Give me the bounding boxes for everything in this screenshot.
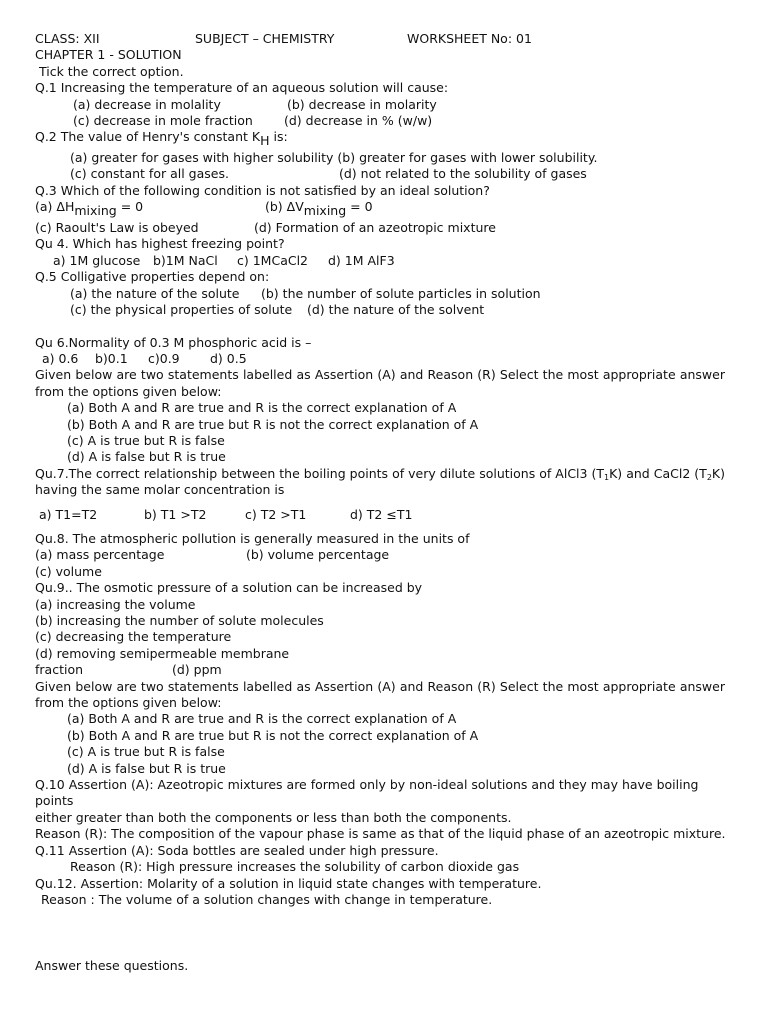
q8-option-b: (b) volume percentage	[246, 547, 390, 563]
chapter-title: CHAPTER 1 - SOLUTION	[35, 47, 182, 63]
fraction-text: fraction	[35, 662, 84, 678]
q2-options-ab: (a) greater for gases with higher solubility (b) greater for gases with lower solubility.	[70, 149, 598, 165]
q8-option-c: (c) volume	[35, 563, 102, 579]
q12-reason: Reason : The volume of a solution changes with change in temperature.	[41, 891, 493, 907]
assertion-reason-intro-2: Given below are two statements labelled as Assertion (A) and Reason (R) Select the most appropriate answer from the options given below:	[35, 678, 725, 711]
q1-stem: Q.1 Increasing the temperature of an aqueous solution will cause:	[35, 80, 449, 96]
q9-option-d: (d) removing semipermeable membrane	[35, 645, 290, 661]
q5-options-ab	[35, 286, 725, 302]
q7-stem: Qu.7.The correct relationship between the boiling points of very dilute solutions of AlCl3 $(T_1K)$ and CaCl2 $(T_2K)$ having the same molar concentration is	[35, 465, 725, 498]
q1-option-a: (a) decrease in molality	[73, 96, 221, 112]
q4-options	[35, 253, 725, 269]
q8-options-ab	[35, 547, 725, 563]
q5-option-d: (d) the nature of the solvent	[307, 302, 485, 318]
q3-options-ab	[35, 199, 725, 220]
q3-stem: Q.3 Which of the following condition is not satisfied by an ideal solution?	[35, 182, 490, 198]
q9-stray-line	[35, 662, 725, 678]
q2-stem: Q.2 The value of Henry's constant $K_H$ is:	[35, 129, 288, 149]
q4-option-d: d) 1M AlF3	[328, 252, 395, 268]
q6-option-a: a) 0.6	[42, 350, 79, 366]
q2-option-c: (c) constant for all gases.	[70, 166, 229, 182]
header-row	[35, 31, 725, 47]
q4-option-c: c) 1MCaCl2	[237, 252, 309, 268]
q7-option-d: d) T2 ≤T1	[350, 506, 413, 522]
q5-options-cd	[35, 302, 725, 318]
q3-option-d: (d) Formation of an azeotropic mixture	[254, 220, 496, 236]
ar2-option-c: (c) A is true but R is false	[67, 744, 225, 760]
q9-option-b: (b) increasing the number of solute molecules	[35, 613, 324, 628]
q7-option-b: b) T1 >T2	[144, 506, 207, 522]
q1-options-row2	[35, 113, 725, 129]
ar2-option-d: (d) A is false but R is true	[67, 760, 226, 776]
q10-assertion-line2: points	[35, 793, 74, 809]
q10-reason: Reason (R): The composition of the vapour phase is same as that of the liquid phase of an azeotropic mixture.	[35, 826, 726, 842]
instruction-text: Tick the correct option.	[39, 63, 184, 79]
q1-option-b: (b) decrease in molarity	[287, 96, 437, 112]
ar1-option-c: (c) A is true but R is false	[67, 432, 225, 448]
q7-options	[35, 507, 725, 523]
assertion-reason-intro: Given below are two statements labelled as Assertion (A) and Reason (R) Select the most appropriate answer from the options given below:	[35, 367, 725, 399]
q4-option-a: a) 1M glucose	[53, 252, 141, 268]
q5-option-b: (b) the number of solute particles in solution	[261, 285, 541, 301]
q12-assertion: Qu.12. Assertion: Molarity of a solution in liquid state changes with temperature.	[35, 875, 542, 891]
q6-option-d: d) 0.5	[210, 350, 247, 366]
q9-option-c: (c) decreasing the temperature	[35, 629, 232, 645]
class-label: CLASS: XII	[35, 31, 100, 46]
subject-label: SUBJECT – CHEMISTRY	[195, 31, 335, 46]
ar2-option-b: (b) Both A and R are true but R is not the correct explanation of A	[67, 727, 479, 743]
q1-options-row1	[35, 97, 725, 113]
q9-stem: Qu.9.. The osmotic pressure of a solution can be increased by	[35, 580, 423, 596]
q3-options-cd	[35, 220, 725, 236]
q2-options-cd	[35, 166, 725, 182]
q6-option-c: c)0.9	[148, 350, 180, 366]
q6-option-b: b)0.1	[95, 350, 128, 366]
q8-stem: Qu.8. The atmospheric pollution is generally measured in the units of	[35, 530, 470, 546]
q4-stem: Qu 4. Which has highest freezing point?	[35, 236, 285, 252]
q1-option-c: (c) decrease in mole fraction	[73, 113, 253, 129]
ar2-option-a: (a) Both A and R are true and R is the correct explanation of A	[67, 711, 457, 727]
q11-reason: Reason (R): High pressure increases the solubility of carbon dioxide gas	[70, 859, 520, 875]
q4-option-b: b)1M NaCl	[153, 252, 218, 268]
q5-option-a: (a) the nature of the solute	[70, 285, 240, 301]
q6-stem: Qu 6.Normality of 0.3 M phosphoric acid is –	[35, 334, 312, 350]
q5-stem: Q.5 Colligative properties depend on:	[35, 269, 270, 285]
q6-options	[35, 351, 725, 367]
worksheet-page	[35, 31, 725, 975]
q3-option-c: (c) Raoult's Law is obeyed	[35, 220, 199, 236]
ar1-option-a: (a) Both A and R are true and R is the correct explanation of A	[67, 400, 457, 416]
q7-option-a: a) T1=T2	[39, 506, 98, 522]
worksheet-number: WORKSHEET No: 01	[407, 31, 532, 46]
q10-assertion-line3: either greater than both the components or less than both the components.	[35, 809, 512, 825]
q5-option-c: (c) the physical properties of solute	[70, 302, 293, 318]
ppm-option: (d) ppm	[172, 662, 222, 678]
q10-assertion-line1: Q.10 Assertion (A): Azeotropic mixtures are formed only by non-ideal solutions and they may have boiling	[35, 777, 699, 793]
answer-heading: Answer these questions.	[35, 958, 189, 974]
q11-assertion: Q.11 Assertion (A): Soda bottles are sealed under high pressure.	[35, 842, 439, 858]
ar1-option-d: (d) A is false but R is true	[67, 449, 226, 465]
q9-option-a: (a) increasing the volume	[35, 596, 196, 612]
ar1-option-b: (b) Both A and R are true but R is not the correct explanation of A	[67, 416, 479, 432]
q8-option-a: (a) mass percentage	[35, 547, 165, 563]
q3-option-b: (b) $\Delta V_{mixing} = 0$	[265, 199, 373, 219]
q2-option-d: (d) not related to the solubility of gases	[339, 166, 587, 182]
q7-option-c: c) T2 >T1	[245, 506, 307, 522]
q3-option-a: (a) $\Delta H_{mixing} = 0$	[35, 199, 144, 219]
q1-option-d: (d) decrease in % (w/w)	[284, 113, 433, 129]
